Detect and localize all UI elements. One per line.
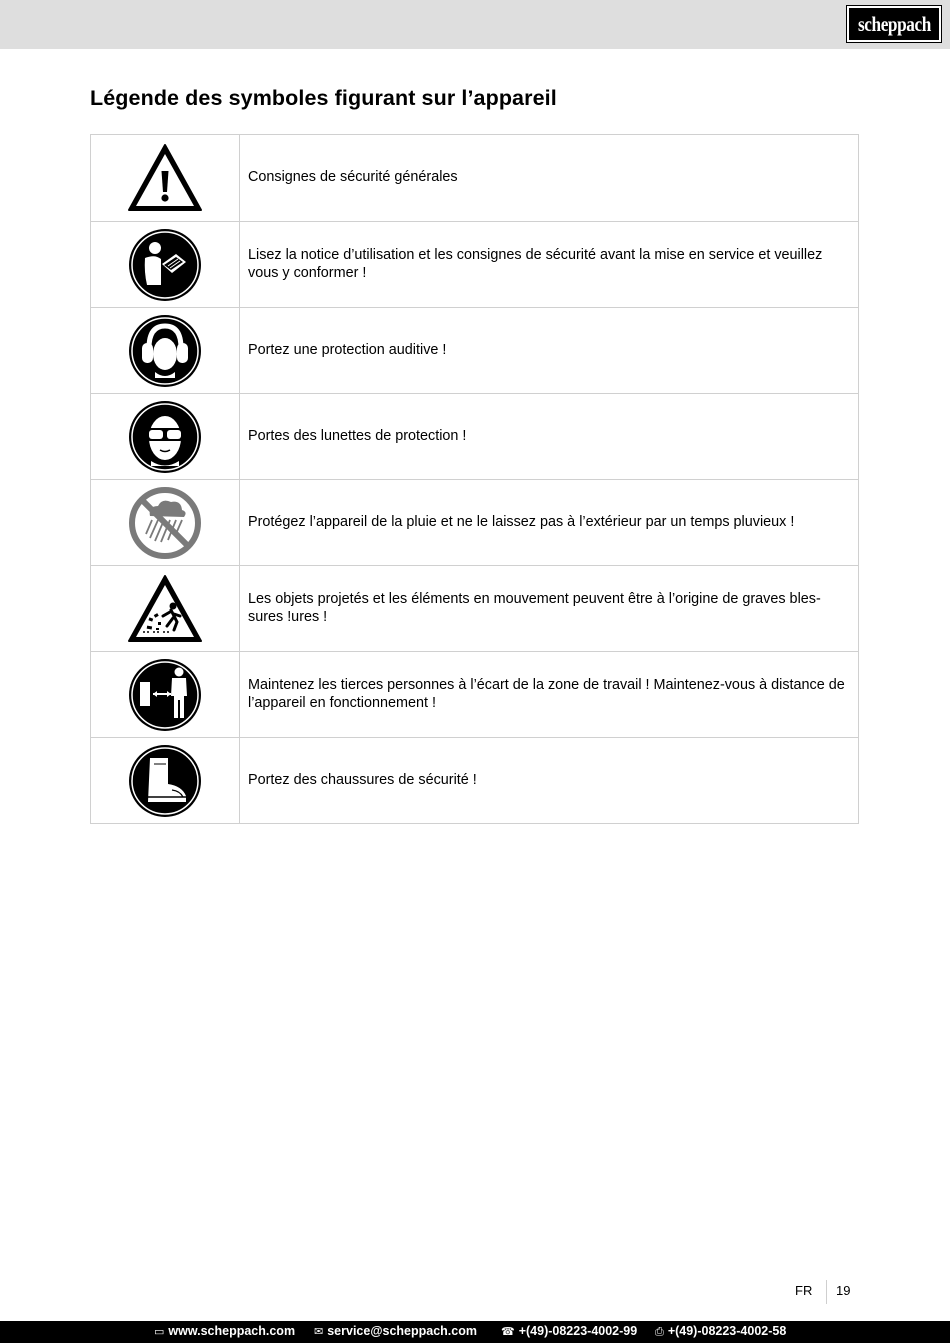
flying-objects-warning-icon bbox=[127, 574, 203, 644]
symbol-description: Lisez la notice d’utilisation et les consignes de sécurité avant la mise en service et veuillez vous y conformer ! bbox=[248, 247, 823, 281]
symbol-row bbox=[91, 307, 858, 393]
phone-number: +(49)-08223-4002-99 bbox=[518, 1324, 638, 1338]
symbol-description: Protégez l’appareil de la pluie et ne le laissez pas à l’extérieur par un temps pluvieux ! bbox=[248, 513, 795, 530]
symbol-description: Portez une protection auditive ! bbox=[248, 341, 447, 358]
contact-bar bbox=[0, 1321, 950, 1343]
symbol-row bbox=[91, 565, 858, 651]
general-warning-icon bbox=[127, 143, 203, 213]
fax-number: +(49)-08223-4002-58 bbox=[667, 1324, 787, 1338]
footer-divider bbox=[826, 1280, 827, 1304]
header-band bbox=[0, 0, 950, 49]
page-number: 19 bbox=[836, 1283, 851, 1298]
read-manual-icon bbox=[128, 228, 202, 302]
computer-icon: ▭ bbox=[154, 1326, 165, 1338]
symbol-description: Maintenez les tierces personnes à l’écart de la zone de travail ! Maintenez-vous à distance de l’appareil en fonctionnement ! bbox=[248, 677, 845, 711]
phone-contact bbox=[501, 1324, 637, 1338]
page-title: Légende des symboles figurant sur l’appareil bbox=[90, 86, 557, 110]
language-code: FR bbox=[795, 1283, 813, 1298]
email-contact[interactable] bbox=[314, 1324, 477, 1338]
website-link[interactable]: www.scheppach.com bbox=[168, 1324, 296, 1338]
symbol-row bbox=[91, 651, 858, 737]
keep-distance-icon bbox=[128, 658, 202, 732]
symbol-description: Portez des chaussures de sécurité ! bbox=[248, 771, 477, 788]
symbols-table bbox=[90, 134, 859, 824]
brand-logo bbox=[847, 6, 941, 42]
symbol-description: Portes des lunettes de protection ! bbox=[248, 427, 467, 444]
symbol-row bbox=[91, 393, 858, 479]
symbol-description: Les objets projetés et les éléments en mouvement peuvent être à l’origine de graves bles- sures !ures ! bbox=[248, 591, 821, 625]
symbol-row bbox=[91, 479, 858, 565]
safety-boots-icon bbox=[128, 744, 202, 818]
fax-contact bbox=[655, 1324, 786, 1339]
fax-icon: ⎙ bbox=[655, 1326, 664, 1338]
hearing-protection-icon bbox=[128, 314, 202, 388]
phone-icon: ☎ bbox=[501, 1326, 515, 1338]
mail-icon: ✉ bbox=[314, 1326, 324, 1338]
symbol-row bbox=[91, 135, 858, 221]
no-rain-icon bbox=[128, 486, 202, 560]
symbol-row bbox=[91, 737, 858, 823]
brand-logo-text: scheppach bbox=[857, 11, 931, 36]
symbol-description: Consignes de sécurité générales bbox=[248, 169, 458, 186]
email-link[interactable]: service@scheppach.com bbox=[327, 1324, 477, 1338]
website-contact[interactable] bbox=[154, 1324, 295, 1338]
symbol-row bbox=[91, 221, 858, 307]
eye-protection-icon bbox=[128, 400, 202, 474]
